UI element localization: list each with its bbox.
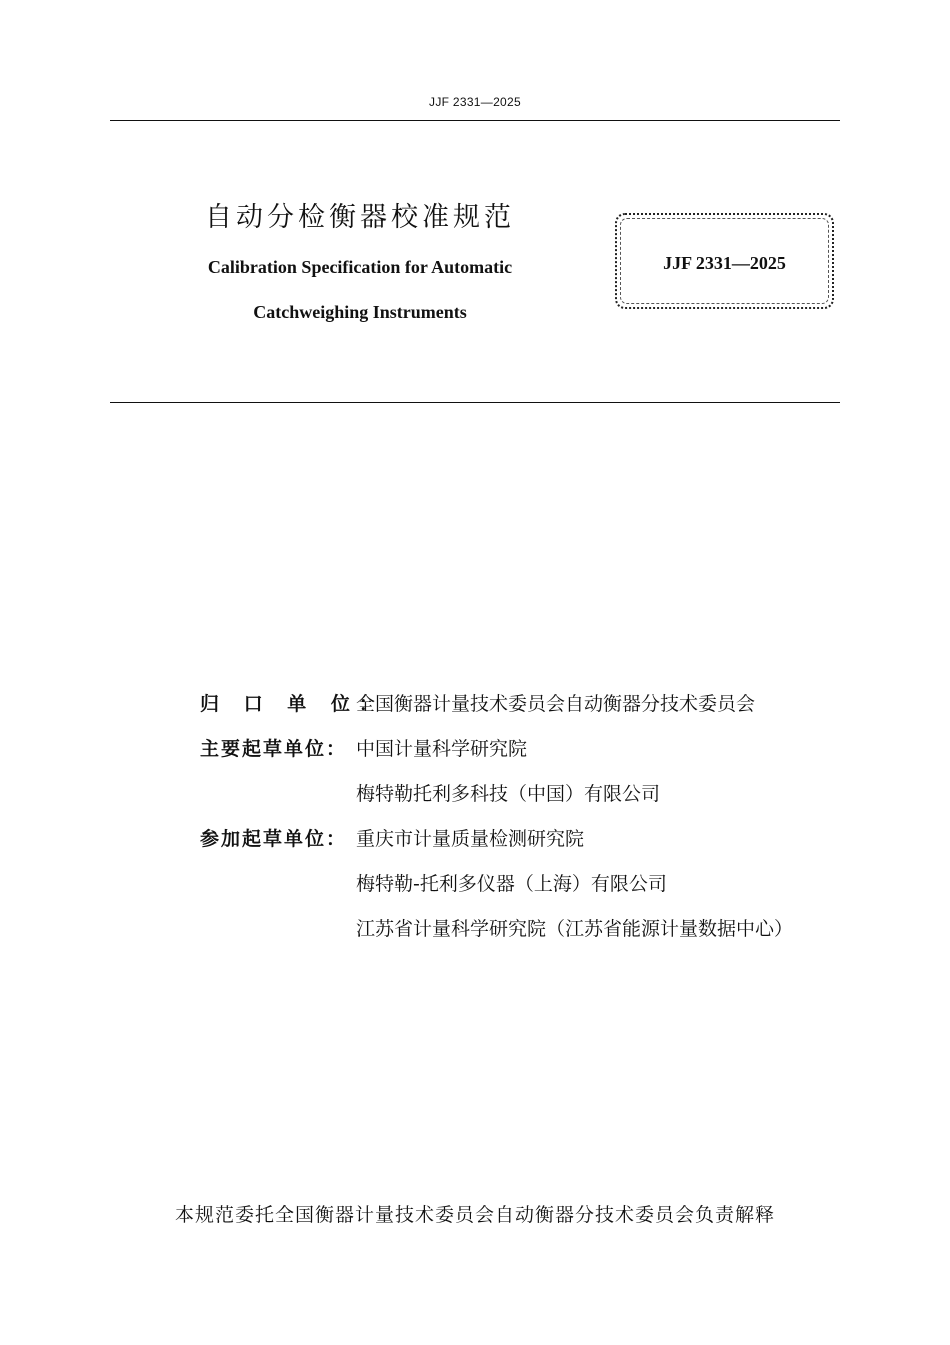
participating-unit-value: 梅特勒-托利多仪器（上海）有限公司 [356, 873, 667, 895]
interpretation-note: 本规范委托全国衡器计量技术委员会自动衡器分技术委员会负责解释 [174, 1204, 775, 1226]
participating-unit-row [200, 815, 840, 860]
main-drafting-unit-value: 梅特勒托利多科技（中国）有限公司 [356, 783, 661, 805]
participating-unit-row [200, 905, 840, 950]
participating-unit-value: 江苏省计量科学研究院（江苏省能源计量数据中心） [356, 918, 794, 940]
title-english-line-1: Calibration Specification for Automatic [207, 257, 513, 277]
specification-code-box [615, 213, 834, 309]
running-header-code: JJF 2331—2025 [429, 95, 521, 109]
responsible-unit-row [200, 680, 840, 725]
header-rule [110, 120, 840, 121]
title-chinese: 自动分检衡器校准规范 [205, 202, 515, 233]
main-drafting-unit-label: 主要起草单位： [200, 738, 348, 760]
specification-code: JJF 2331—2025 [663, 253, 786, 273]
drafting-units [200, 680, 840, 950]
responsible-unit-label: 归 口 单 位： [200, 693, 387, 715]
main-drafting-unit-row [200, 725, 840, 770]
participating-unit-row [200, 860, 840, 905]
main-drafting-unit-value: 中国计量科学研究院 [356, 738, 528, 760]
section-rule [110, 402, 840, 403]
participating-unit-label: 参加起草单位： [200, 828, 348, 850]
responsible-unit-value: 全国衡器计量技术委员会自动衡器分技术委员会 [356, 693, 756, 715]
title-english-line-2: Catchweighing Instruments [253, 302, 467, 322]
participating-unit-value: 重庆市计量质量检测研究院 [356, 828, 585, 850]
main-drafting-unit-row [200, 770, 840, 815]
